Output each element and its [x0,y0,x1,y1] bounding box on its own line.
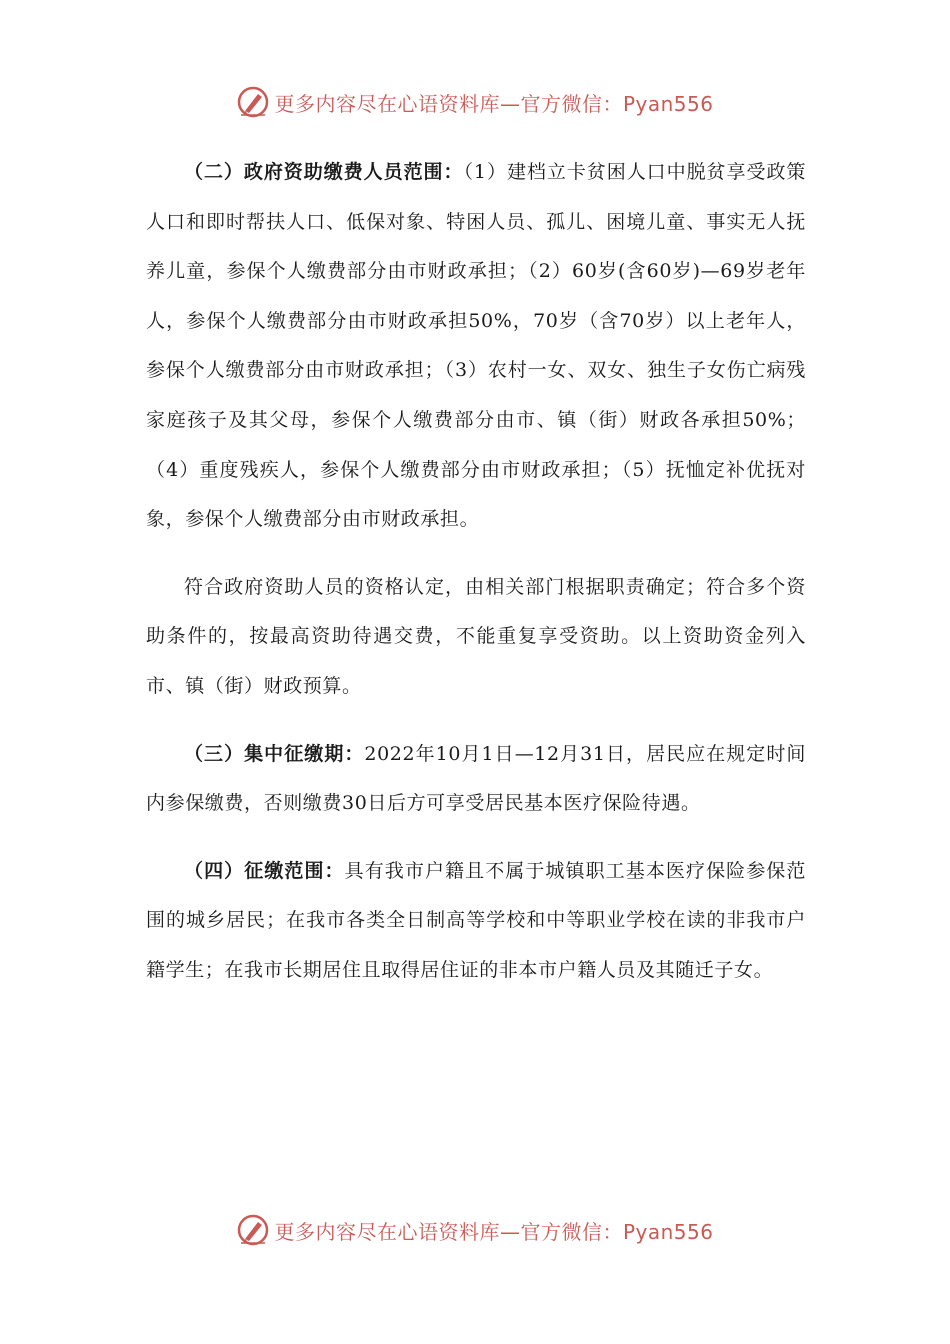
pen-nib-icon [236,1213,270,1247]
banner-text: 更多内容尽在心语资料库—官方微信：Pyan556 [274,1219,714,1244]
pen-nib-icon [236,85,270,119]
header-watermark-banner [0,82,950,122]
paragraph-text: 具有我市户籍且不属于城镇职工基本医疗保险参保范围的城乡居民；在我市各类全日制高等学校和中等职业学校在读的非我市户籍学生；在我市长期居住且取得居住证的非本市户籍人员及其随迁子女。 [146,859,806,981]
paragraph-text: 2022年10月1日—12月31日，居民应在规定时间内参保缴费，否则缴费30日后方可享受居民基本医疗保险待遇。 [146,742,806,815]
paragraph-collection-period [146,730,806,829]
paragraph-heading: （三）集中征缴期： [184,742,365,765]
footer-watermark-banner [0,1210,950,1250]
paragraph-text: （1）建档立卡贫困人口中脱贫享受政策人口和即时帮扶人口、低保对象、特困人员、孤儿、困境儿童、事实无人抚养儿童，参保个人缴费部分由市财政承担；（2）60岁(含60岁)—69岁老年人，参保个人缴费部分由市财政承担50%，70岁（含70岁）以上老年人，参保个人缴费部分由市财政承担；（3）农村一女、双女、独生子女伤亡病残家庭孩子及其父母，参保个人缴费部分由市、镇（街）财政各承担50%；（4）重度残疾人，参保个人缴费部分由市财政承担；（5）抚恤定补优抚对象，参保个人缴费部分由市财政承担。 [146,161,807,531]
paragraph-heading: （四）征缴范围： [184,859,345,882]
paragraph-text: 符合政府资助人员的资格认定，由相关部门根据职责确定；符合多个资助条件的，按最高资助待遇交费，不能重复享受资助。以上资助资金列入市、镇（街）财政预算。 [146,575,806,697]
paragraph-government-subsidy-scope [146,148,806,545]
banner-text: 更多内容尽在心语资料库—官方微信：Pyan556 [274,91,714,116]
paragraph-subsidy-qualification [146,563,806,712]
paragraph-heading: （二）政府资助缴费人员范围： [184,161,464,183]
paragraph-collection-scope [146,847,806,996]
document-body [146,148,806,1014]
